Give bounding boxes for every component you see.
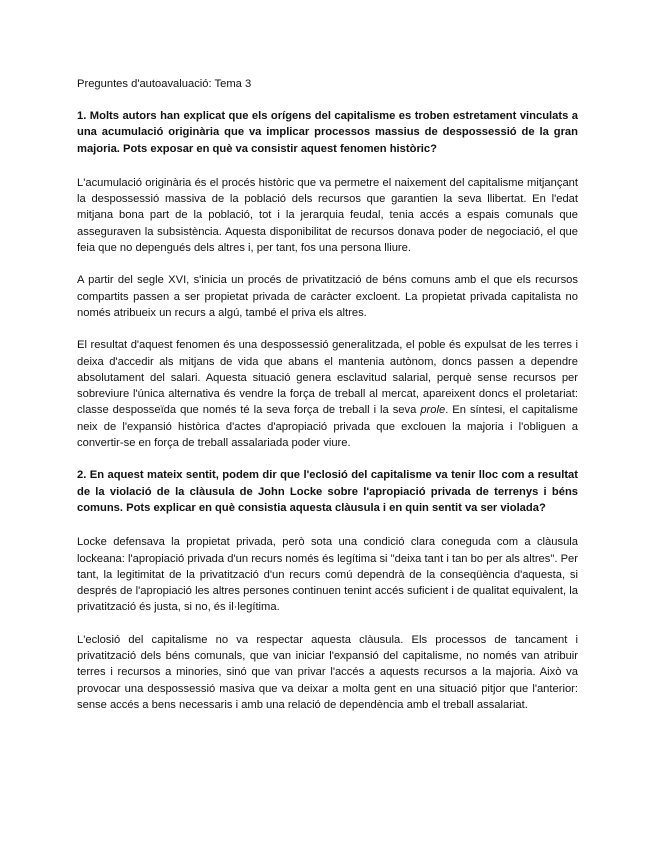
question-2: 2. En aquest mateix sentit, podem dir que l'eclosió del capitalisme va tenir lloc com a resultat de la violació de la clàusula de John Locke sobre l'apropiació privada de terrenys i béns comuns. Pots explicar en què consistia aquesta clàusula i en quin sentit va ser violada?	[77, 469, 578, 514]
question-1: 1. Molts autors han explicat que els orígens del capitalisme es troben estretament vinculats a una acumulació originària que va implicar processos massius de despossessió de la gran majoria. Pots exposar en què va consistir aquest fenomen històric?	[77, 110, 578, 155]
answer-1-paragraph-3	[77, 337, 578, 451]
answer-1-paragraph-3-text-start: El resultat d'aquest fenomen és una despossessió generalitzada, el poble és expulsat de les terres i deixa d'accedir als mitjans de vida que abans el mantenia autònom, doncs passen a dependre absolutament del salari. Aquesta situació genera esclavitud salarial, perquè sense recursos per sobreviure l'única alternativa és vendre la força de treball al mercat, apareixent doncs el proletariat: classe desposseïda que només té la seva força de treball i la seva	[77, 339, 578, 417]
answer-1-paragraph-2: A partir del segle XVI, s'inicia un procés de privatització de béns comuns amb el que els recursos compartits passen a ser propietat privada de caràcter excloent. La propietat privada capitalista no només atribueix un recurs a algú, també el priva els altres.	[77, 274, 578, 319]
answer-2-paragraph-1: Locke defensava la propietat privada, però sota una condició clara coneguda com a clàusula lockeana: l'apropiació privada d'un recurs només és legítima si "deixa tant i tan bo per als altres". Per tant, la legitimitat de la privatització d'un recurs comú dependrà de la conseqüència d'aquesta, si després de l'apropiació les altres persones continuen tenint accés suficient i de qualitat equivalent, la privatització és justa, si no, és il·legítima.	[77, 536, 578, 614]
document-page	[77, 76, 578, 729]
question-section-1	[77, 108, 578, 451]
italic-word-prole: prole	[420, 404, 446, 417]
question-section-2	[77, 467, 578, 713]
answer-2-paragraph-2: L'eclosió del capitalisme no va respectar aquesta clàusula. Els processos de tancament i privatització dels béns comunals, que van iniciar l'expansió del capitalisme, no només van atribuir terres i recursos a minories, sinó que van privar l'accés a aquests recursos a la majoria. Això va provocar una despossessió masiva que va deixar a molta gent en una situació pitjor que l'anterior: sense accés a bens necessaris i amb una relació de dependència amb el treball assalariat.	[77, 633, 578, 711]
answer-1-paragraph-3-text-end: . En síntesi, el capitalisme neix de l'expansió històrica d'actes d'apropiació privada que exclouen la majoria i l'obliguen a convertir-se en força de treball assalariada poder viure.	[77, 404, 578, 450]
answer-1-paragraph-1: L'acumulació originària és el procés històric que va permetre el naixement del capitalisme mitjançant la despossessió massiva de la població dels recursos que garantien la seva llibertat. En l'edat mitjana bona part de la població, tot i la jerarquia feudal, tenia accés a espais comunals que asseguraven la subsistència. Aquesta disponibilitat de recursos donava poder de negociació, el que feia que no depengués dels altres i, per tant, fos una persona lliure.	[77, 176, 578, 255]
document-title: Preguntes d'autoavaluació: Tema 3	[77, 78, 252, 90]
